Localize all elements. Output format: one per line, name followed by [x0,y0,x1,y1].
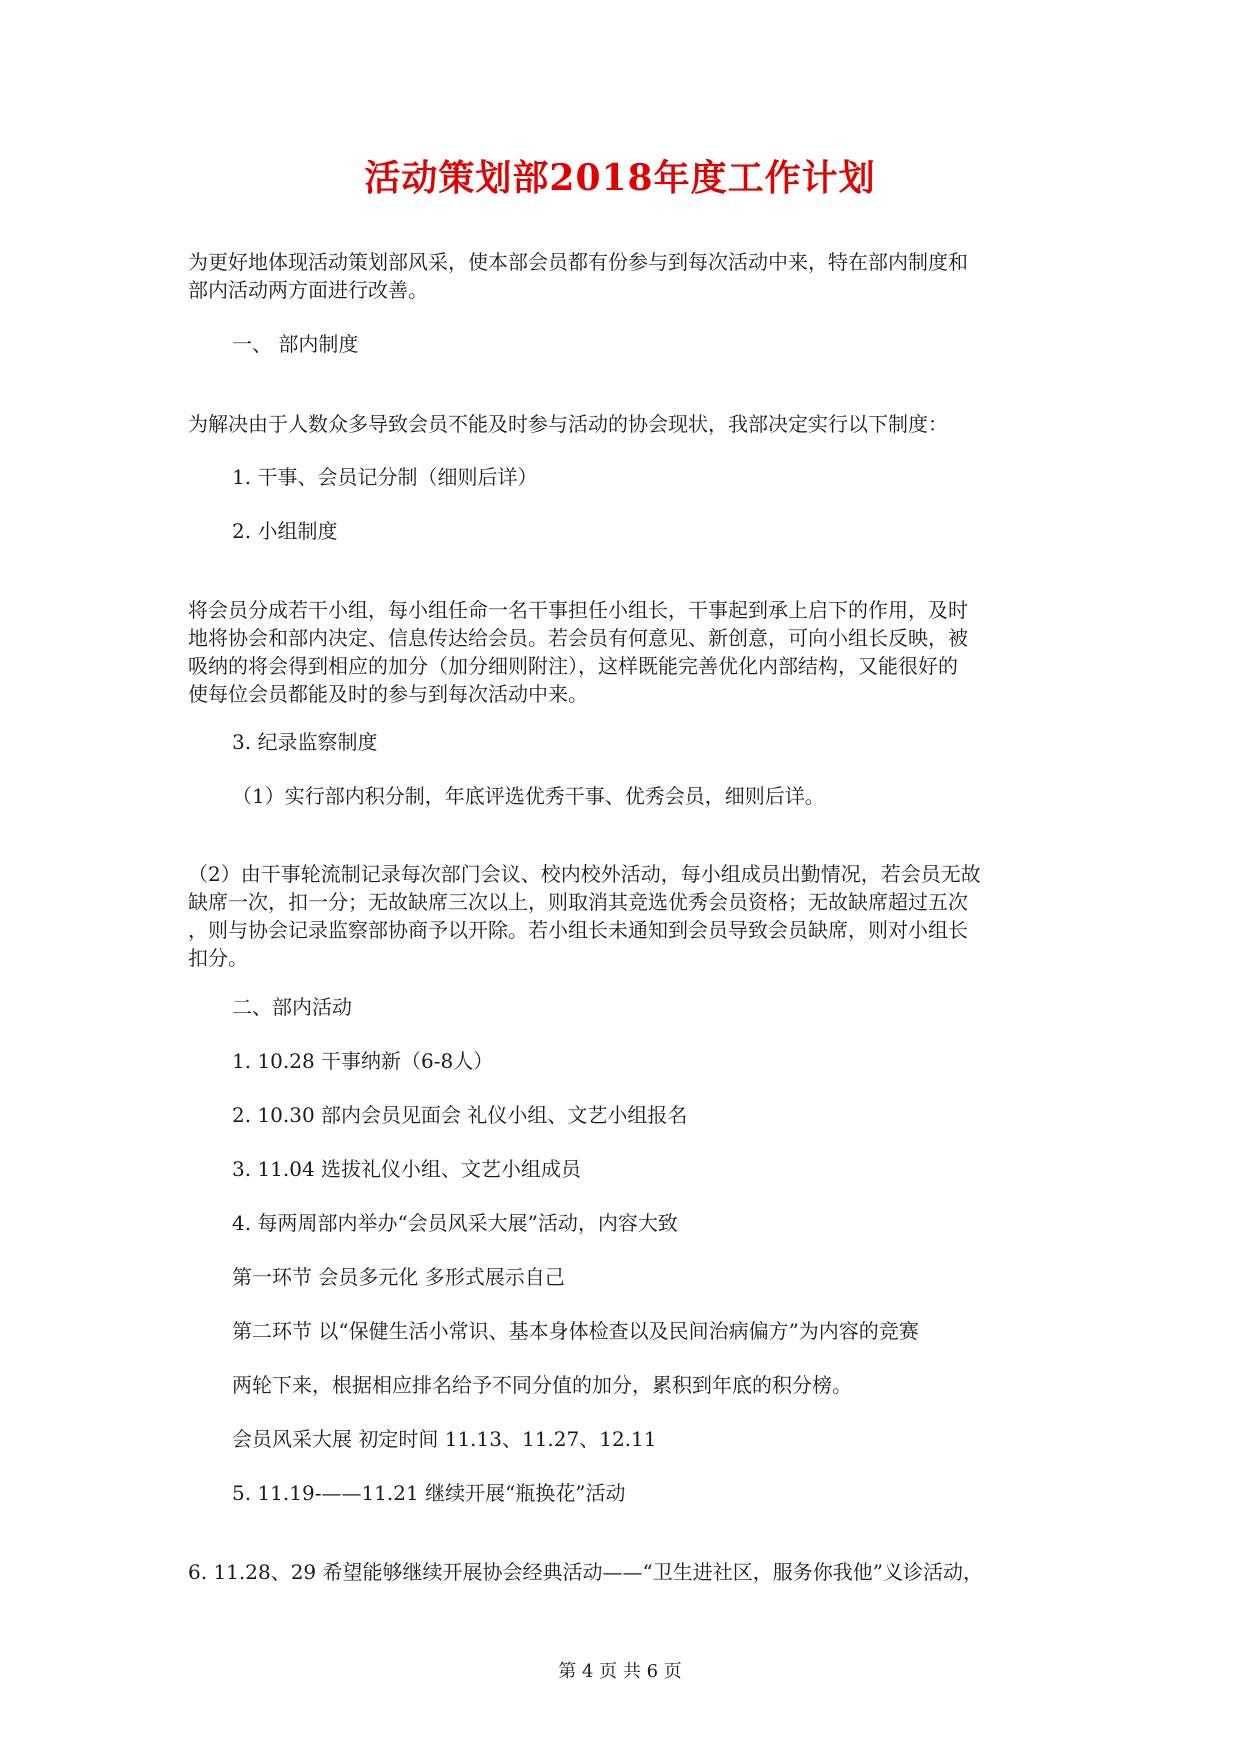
section1-item: 1. 干事、会员记分制（细则后详） [232,465,538,489]
activity-stage: 第二环节 以“保健生活小常识、基本身体检查以及民间治病偏方”为内容的竞赛 [232,1319,919,1343]
section1-item: 3. 纪录监察制度 [232,730,378,754]
activity-item: 1. 10.28 干事纳新（6-8人） [232,1049,494,1073]
activity-item: 4. 每两周部内举办“会员风采大展”活动，内容大致 [232,1211,678,1235]
intro-paragraph [188,248,1058,304]
activity-item: 3. 11.04 选拔礼仪小组、文艺小组成员 [232,1157,582,1181]
activity-schedule: 会员风采大展 初定时间 11.13、11.27、12.11 [232,1427,657,1451]
attendance-line: 扣分。 [188,946,248,970]
attendance-line: 缺席一次，扣一分；无故缺席三次以上，则取消其竞选优秀会员资格；无故缺席超过五次 [188,890,968,914]
page-title: 活动策划部2018年度工作计划 [364,157,876,199]
activity-item: 6. 11.28、29 希望能够继续开展协会经典活动——“卫生进社区，服务你我他”义诊活动， [188,1560,983,1584]
activity-stage: 第一环节 会员多元化 多形式展示自己 [232,1265,565,1289]
activity-item: 5. 11.19-——11.21 继续开展“瓶换花”活动 [232,1481,626,1505]
attendance-line: ，则与协会记录监察部协商予以开除。若小组长未通知到会员导致会员缺席，则对小组长 [188,918,968,942]
attendance-line: （2）由干事轮流制记录每次部门会议、校内校外活动，每小组成员出勤情况，若会员无故 [188,862,981,886]
sub-rule: （1）实行部内积分制，年底评选优秀干事、优秀会员，细则后详。 [232,784,825,808]
page-footer: 第 4 页 共 6 页 [558,1661,682,1682]
group-line: 将会员分成若干小组，每小组任命一名干事担任小组长，干事起到承上启下的作用，及时 [188,598,968,622]
group-paragraph [188,596,1058,708]
section2-heading: 二、部内活动 [232,995,352,1019]
activity-stage: 两轮下来，根据相应排名给予不同分值的加分，累积到年底的积分榜。 [232,1373,852,1397]
group-line: 使每位会员都能及时的参与到每次活动中来。 [188,682,588,706]
attendance-paragraph [188,860,1058,972]
group-line: 地将协会和部内决定、信息传达给会员。若会员有何意见、新创意，可向小组长反映，被 [188,626,968,650]
section1-item: 2. 小组制度 [232,519,338,543]
intro-line: 为更好地体现活动策划部风采，使本部会员都有份参与到每次活动中来，特在部内制度和 [188,250,968,274]
section1-heading: 一、 部内制度 [232,332,359,356]
section1-intro: 为解决由于人数众多导致会员不能及时参与活动的协会现状，我部决定实行以下制度： [188,412,948,436]
intro-line: 部内活动两方面进行改善。 [188,278,428,302]
activity-item: 2. 10.30 部内会员见面会 礼仪小组、文艺小组报名 [232,1103,688,1127]
group-line: 吸纳的将会得到相应的加分（加分细则附注），这样既能完善优化内部结构，又能很好的 [188,654,958,678]
